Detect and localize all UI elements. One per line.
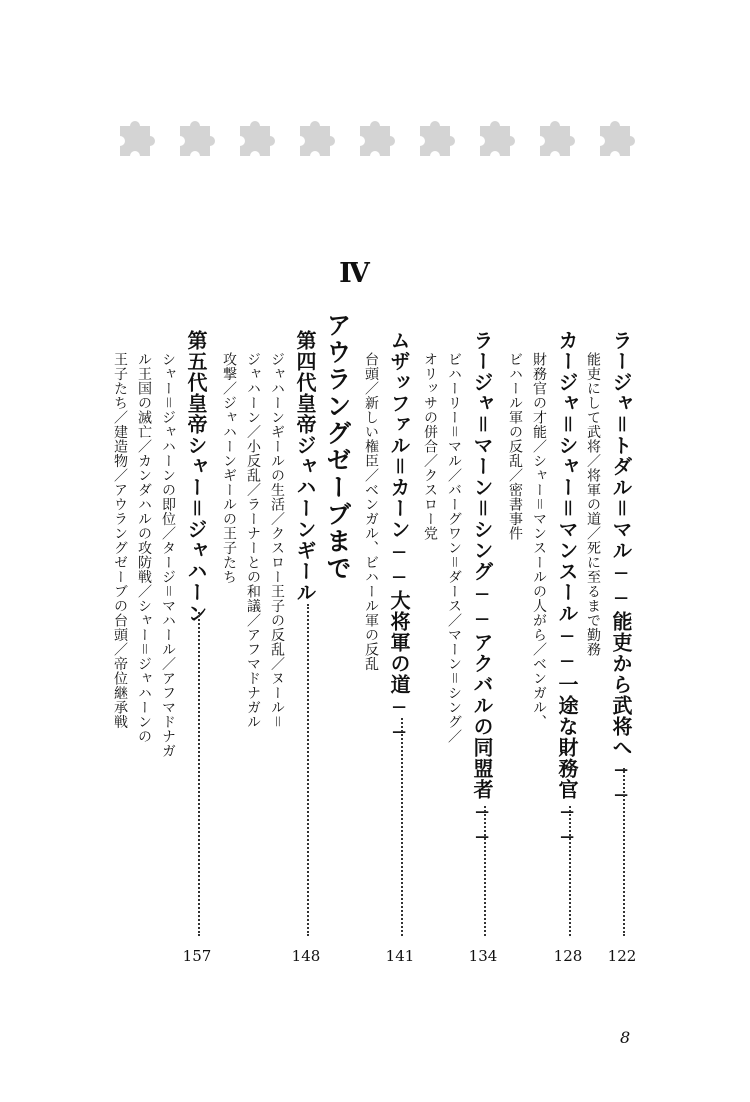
toc-entry-subtopics: 能吏にして武将／将軍の道／死に至るまで勤務: [585, 352, 601, 657]
puzzle-piece-icon: [468, 112, 522, 166]
toc-entry-subtopics: ジャハーン／小反乱／ラーナーとの和議／アフマドナガル: [245, 352, 261, 729]
page-number[interactable]: 157: [182, 947, 212, 965]
toc-entry-subtopics: シャー＝ジャハーンの即位／タージ＝マハール／アフマドナガ: [160, 352, 176, 758]
puzzle-piece-icon: [588, 112, 642, 166]
puzzle-piece-icon: [288, 112, 342, 166]
toc-entry-subtopics: 攻撃／ジャハーンギールの王子たち: [221, 352, 237, 584]
page-number[interactable]: 128: [553, 947, 583, 965]
dot-leader: [623, 768, 628, 936]
puzzle-piece-icon: [228, 112, 282, 166]
puzzle-piece-icon: [348, 112, 402, 166]
toc-entry-subtopics: 王子たち／建造物／アウラングゼーブの台頭／帝位継承戦: [112, 352, 128, 729]
toc-entry-subtopics: ビハーリー＝マル／バーグワン＝ダース／マーン＝シング／: [446, 352, 462, 744]
toc-entry-subtopics: ジャハーンギールの生活／クスロー王子の反乱／ヌール＝: [269, 352, 285, 729]
toc-entry-title[interactable]: ラージャ＝マーン＝シング──アクバルの同盟者──: [470, 330, 494, 850]
toc-entry-title[interactable]: ムザッファル＝カーン──大将軍の道──: [387, 330, 411, 745]
toc-entry-title[interactable]: 第五代皇帝シャー＝ジャハーン: [184, 330, 208, 624]
toc-entry-subtopics: 台頭／新しい権臣／ベンガル、ビハール軍の反乱: [363, 352, 379, 671]
dot-leader: [401, 718, 406, 936]
puzzle-ornament: [108, 112, 648, 166]
puzzle-piece-icon: [108, 112, 162, 166]
puzzle-piece-icon: [168, 112, 222, 166]
toc-entry-title[interactable]: ラージャ＝トダル＝マル──能吏から武将へ──: [609, 330, 633, 808]
page-number[interactable]: 141: [385, 947, 415, 965]
toc-entry-title[interactable]: 第四代皇帝ジャハーンギール: [293, 330, 317, 603]
toc-entry-subtopics: ル王国の滅亡／カンダハルの攻防戦／シャー＝ジャハーンの: [136, 352, 152, 744]
page-number[interactable]: 122: [607, 947, 637, 965]
toc-entry-subtopics: ビハール軍の反乱／密書事件: [507, 352, 523, 541]
puzzle-piece-icon: [528, 112, 582, 166]
folio-page-number: 8: [620, 1028, 631, 1047]
puzzle-piece-icon: [408, 112, 462, 166]
part-heading: アウラングゼーブまで: [323, 312, 352, 582]
dot-leader: [198, 612, 203, 936]
dot-leader: [484, 806, 489, 936]
toc-entry-title[interactable]: カージャ＝シャー＝マンスール──一途な財務官──: [555, 330, 579, 850]
page-number[interactable]: 134: [468, 947, 498, 965]
page-number[interactable]: 148: [291, 947, 321, 965]
part-numeral: Ⅳ: [339, 258, 369, 289]
toc-entry-subtopics: オリッサの併合／クスロー党: [422, 352, 438, 541]
toc-entry-subtopics: 財務官の才能／シャー＝マンスールの人がら／ベンガル、: [531, 352, 547, 729]
dot-leader: [569, 806, 574, 936]
dot-leader: [307, 604, 312, 936]
